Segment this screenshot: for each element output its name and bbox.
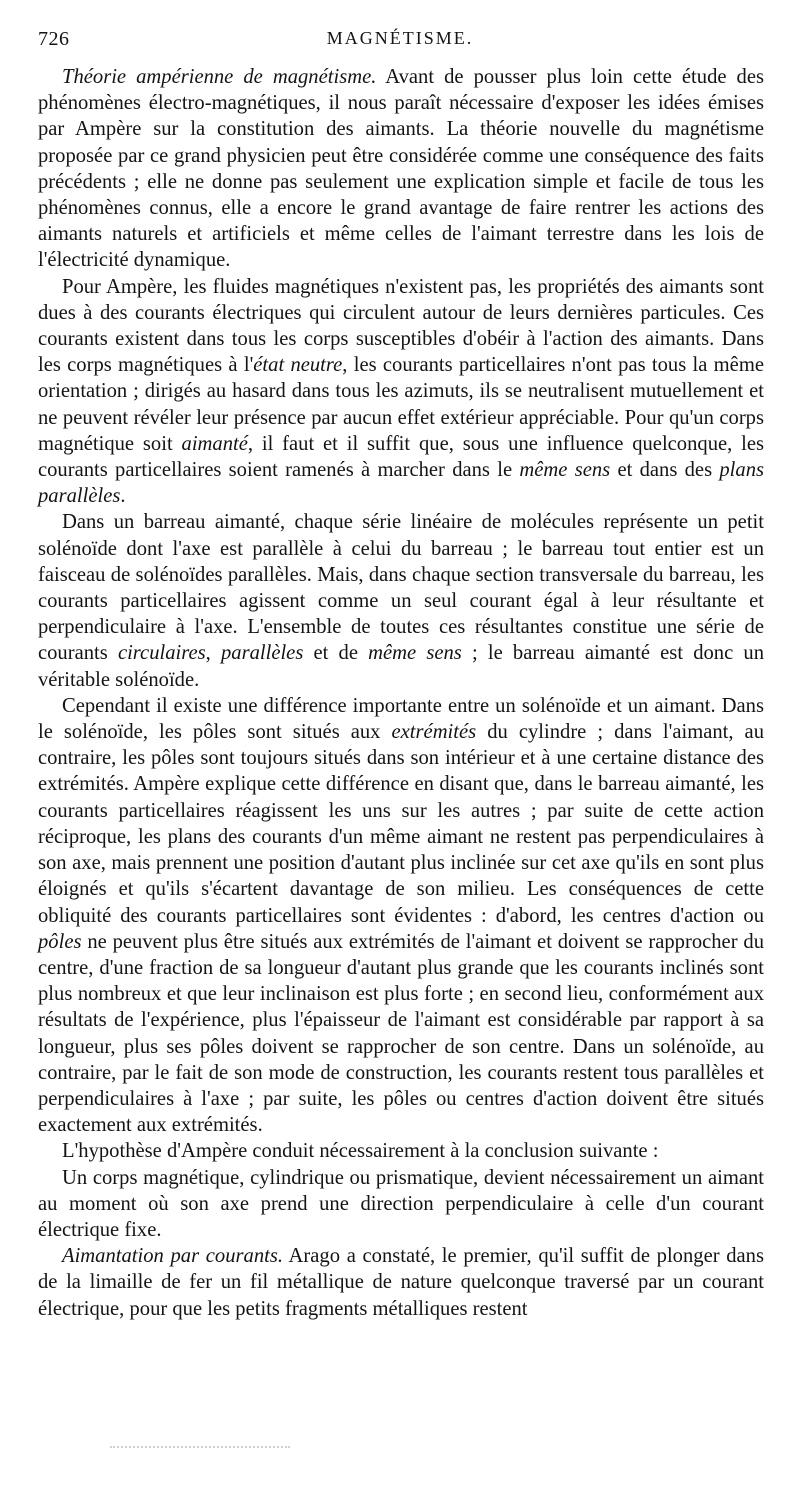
paragraph [38,1243,764,1322]
italic-text: parallèles [220,642,304,665]
text-run: L'hypothèse d'Ampère conduit nécessairement à la conclusion suivante : [62,1140,659,1163]
text-run: , les courants particellaires n'ont pas tous la même orientation ; dirigés au hasard dans tous les azimuts, ils se neutralisent mutuellement et ne peuvent révéler leur présence par aucun effet extérieur appréciable. Pour qu'un corps magnétique soit [38,354,764,455]
italic-text: état neutre [253,354,343,377]
text-run: Un corps magnétique, cylindrique ou prismatique, devient nécessairement un aimant au moment où son axe prend une direction perpendiculaire à celle d'un courant électrique fixe. [38,1166,764,1241]
italic-text: plans parallèles [38,459,765,508]
text-run: Dans un barreau aimanté, chaque série linéaire de molécules représente un petit solénoïde dont l'axe est parallèle à celui du barreau ; le barreau tout entier est un faisceau de solénoïdes parallèles. Mais, dans chaque section transversale du barreau, les courants particellaires agissent comme un seul courant égal à leur résultante et perpendiculaire à l'axe. L'ensemble de toutes ces résultantes constitue une série de courants [38,511,764,665]
text-run: ; le barreau aimanté est donc un véritable solénoïde. [38,642,765,691]
text-run: Avant de pousser plus loin cette étude des phénomènes électro-magnétiques, il nous paraît nécessaire d'exposer les idées émises par Ampère sur la constitution des aimants. La théorie nouvelle du magnétisme proposée par ce grand physicien peut être considérée comme une conséquence des faits précédents ; elle ne donne pas seulement une explication simple et facile de tous les phénomènes connus, elle a encore le grand avantage de faire rentrer les actions des aimants naturels et artificiels et même celles de l'aimant terrestre dans les lois de l'électricité dynamique. [38,66,765,272]
running-title: MAGNÉTISME. [326,28,474,48]
italic-text: circulaires [117,642,206,665]
italic-text: Aimantation par courants. [62,1245,284,1268]
paragraph [38,1165,764,1244]
italic-text: extrémités [391,721,477,744]
text-run: , il faut et il suffit que, sous une influence quelconque, les courants particellaires soient ramenés à marcher dans le [38,432,765,482]
text-run: et de [303,642,369,665]
paragraph [38,1138,764,1164]
text-run: du cylindre ; dans l'aimant, au contraire, les pôles sont toujours situés dans son intérieur et à une certaine distance des extrémités. Ampère explique cette différence en disant que, dans le barreau aimanté, les courants particellaires réagissent les uns sur les autres ; par suite de cette action réciproque, les plans des courants d'un même aimant ne restent pas perpendiculaires à son axe, mais prennent une position d'autant plus inclinée sur cet axe qu'ils en sont plus éloignés et qu'ils s'écartent davantage de son milieu. Les conséquences de cette obliquité des courants particellaires sont évidentes : d'abord, les centres d'action ou [38,721,764,927]
paragraph [38,693,764,1138]
text-run: Pour Ampère, les fluides magnétiques n'existent pas, les propriétés des aimants sont dues à des courants électriques qui circulent autour de leurs dernières particules. Ces courants existent dans tous les corps susceptibles d'obéir à l'action des aimants. Dans les corps magnétiques à l' [38,275,764,377]
body-text [38,64,764,1322]
text-run: Cependant il existe une différence importante entre un solénoïde et un aimant. Dans le solénoïde, les pôles sont situés aux [38,694,764,744]
paragraph [38,509,764,692]
paragraph [38,64,764,274]
text-run: , [205,642,221,665]
page-number: 726 [38,28,70,50]
text-run: ne peuvent plus être situés aux extrémités de l'aimant et doivent se rapprocher du centre, d'une fraction de sa longueur d'autant plus grande que les courants inclinés sont plus nombreux et que leur inclinaison est plus forte ; en second lieu, conformément aux résultats de l'expérience, plus l'épaisseur de l'aimant est considérable par rapport à sa longueur, plus ses pôles doivent se rapprocher de son centre. Dans un solénoïde, au contraire, par le fait de son mode de construction, les courants restent tous parallèles et perpendiculaires à l'axe ; par suite, les pôles ou centres d'action doivent être situés exactement aux extrémités. [38,930,764,1137]
italic-text: aimanté [181,432,248,455]
text-run: . [120,485,126,508]
italic-text: Théorie ampérienne de magnétisme. [62,66,377,88]
page-header [36,28,764,52]
italic-text: même sens [368,642,462,665]
bleed-through-marks [110,1446,290,1450]
italic-text: même sens [519,459,611,482]
paragraph [38,274,764,510]
text-run: et dans des [610,459,720,482]
italic-text: pôles [38,930,82,953]
text-run: Arago a constaté, le premier, qu'il suffit de plonger dans de la limaille de fer un fil métallique de nature quelconque traversé par un courant électrique, pour que les petits fragments métalliques restent [38,1245,764,1320]
